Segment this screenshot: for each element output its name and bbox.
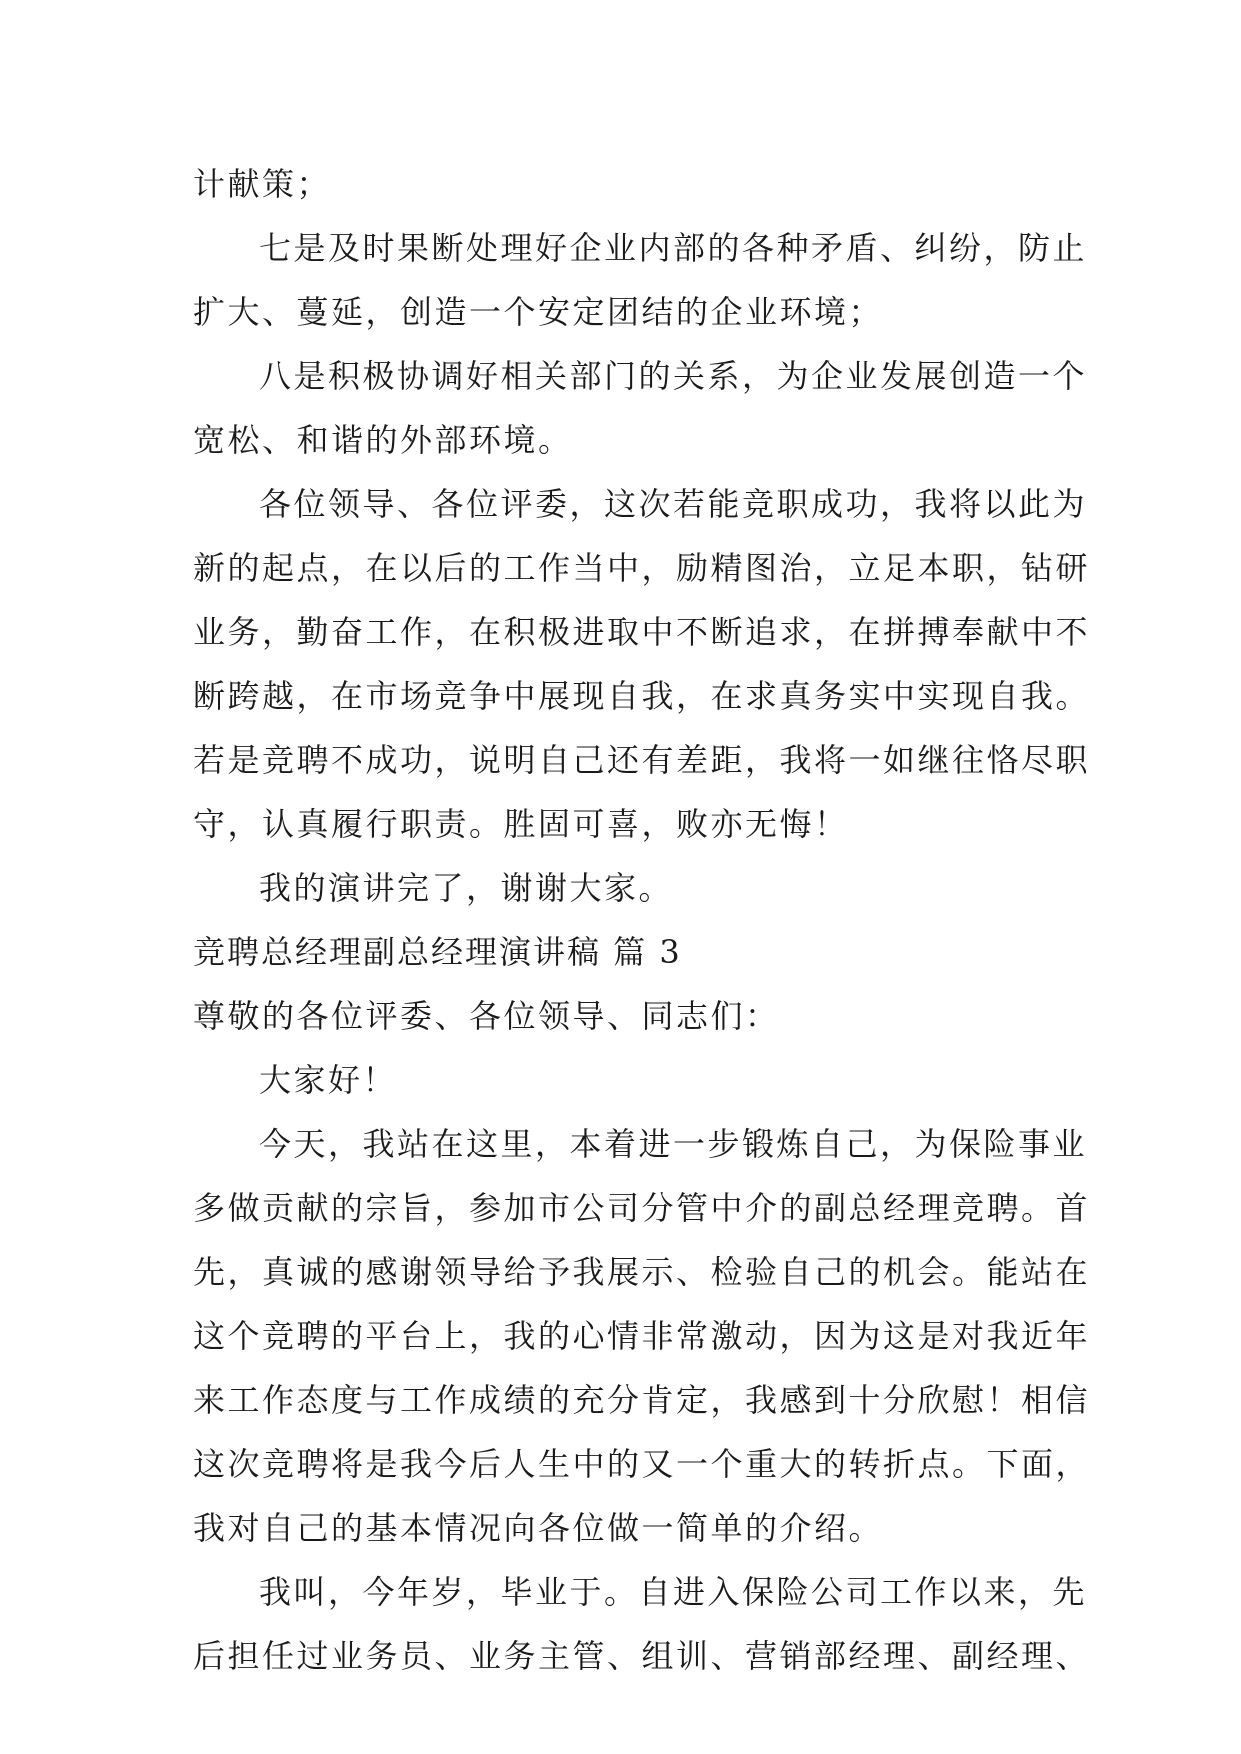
text-line-20: 来工作态度与工作成绩的充分肯定，我感到十分欣慰！相信	[193, 1381, 1091, 1419]
salutation: 尊敬的各位评委、各位领导、同志们：	[193, 997, 780, 1035]
text-line-12: 我的演讲完了，谢谢大家。	[259, 869, 674, 907]
text-line-4: 八是积极协调好相关部门的关系，为企业发展创造一个	[259, 357, 1088, 395]
text-line-11: 守，认真履行职责。胜固可喜，败亦无悔！	[193, 805, 849, 843]
document-page	[193, 152, 1091, 1688]
section-heading: 竞聘总经理副总经理演讲稿 篇 3	[193, 933, 682, 971]
text-line-24: 后担任过业务员、业务主管、组训、营销部经理、副经理、	[193, 1637, 1091, 1675]
text-line-6: 各位领导、各位评委，这次若能竞职成功，我将以此为	[259, 485, 1088, 523]
text-line-1: 计献策；	[193, 165, 332, 203]
text-line-10: 若是竞聘不成功，说明自己还有差距，我将一如继往恪尽职	[193, 741, 1091, 779]
text-line-18: 先，真诚的感谢领导给予我展示、检验自己的机会。能站在	[193, 1253, 1091, 1291]
text-line-9: 断跨越，在市场竞争中展现自我，在求真务实中实现自我。	[193, 677, 1091, 715]
greeting: 大家好！	[259, 1061, 398, 1099]
text-line-22: 我对自己的基本情况向各位做一简单的介绍。	[193, 1509, 884, 1547]
text-line-8: 业务，勤奋工作，在积极进取中不断追求，在拼搏奉献中不	[193, 613, 1091, 651]
text-line-3: 扩大、蔓延，创造一个安定团结的企业环境；	[193, 293, 884, 331]
text-line-16: 今天，我站在这里，本着进一步锻炼自己，为保险事业	[259, 1125, 1088, 1163]
text-line-2: 七是及时果断处理好企业内部的各种矛盾、纠纷，防止	[259, 229, 1088, 267]
text-line-7: 新的起点，在以后的工作当中，励精图治，立足本职，钻研	[193, 549, 1091, 587]
text-line-5: 宽松、和谐的外部环境。	[193, 421, 573, 459]
text-line-21: 这次竞聘将是我今后人生中的又一个重大的转折点。下面，	[193, 1445, 1091, 1483]
text-line-23: 我叫，今年岁，毕业于。自进入保险公司工作以来，先	[259, 1573, 1088, 1611]
text-line-17: 多做贡献的宗旨，参加市公司分管中介的副总经理竞聘。首	[193, 1189, 1091, 1227]
text-line-19: 这个竞聘的平台上，我的心情非常激动，因为这是对我近年	[193, 1317, 1091, 1355]
